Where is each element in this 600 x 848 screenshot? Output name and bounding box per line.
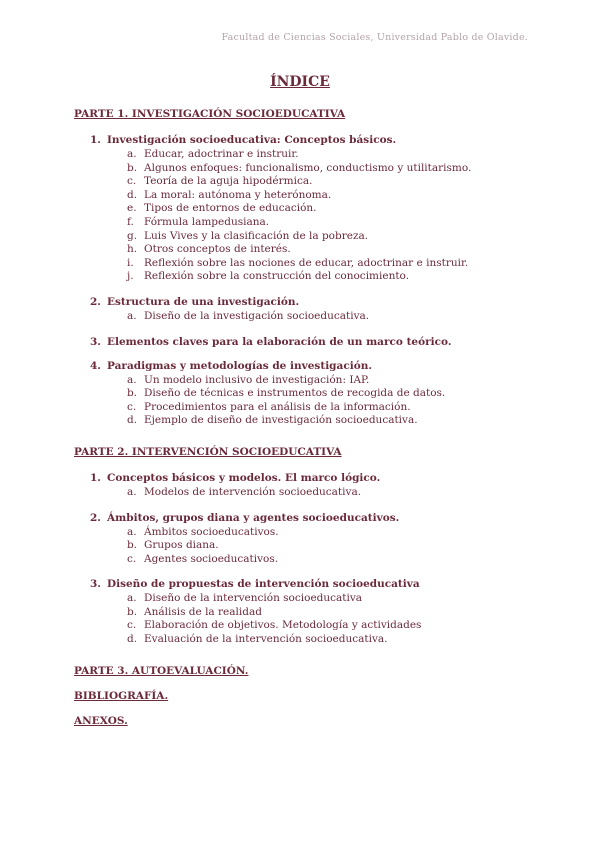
section-number: 3.: [90, 335, 101, 348]
section-title: [90, 296, 544, 308]
final-heading: ANEXOS.: [74, 714, 128, 727]
subsection-item: [127, 539, 544, 553]
subsection-letter: a.: [127, 148, 137, 160]
page-title: ÍNDICE: [270, 74, 330, 90]
subsection-text: La moral: autónoma y heterónoma.: [144, 188, 332, 201]
section-title-text: Paradigmas y metodologías de investigación.: [107, 359, 372, 372]
subsection-item: [127, 148, 544, 162]
section-number: 3.: [90, 578, 101, 591]
subsection-text: Ámbitos socioeducativos.: [144, 525, 279, 538]
subsection-item: [127, 202, 544, 216]
subsection-text: Reflexión sobre las nociones de educar, adoctrinar e instruir.: [144, 256, 469, 269]
subsection-item: [127, 387, 544, 401]
subsection-list: [90, 148, 544, 284]
subsection-text: Análisis de la realidad: [144, 605, 262, 618]
subsection-text: Reflexión sobre la construcción del conocimiento.: [144, 270, 410, 283]
subsection-text: Algunos enfoques: funcionalismo, conductismo y utilitarismo.: [144, 161, 472, 174]
subsection-letter: i.: [127, 256, 134, 269]
toc-section: [90, 472, 544, 500]
subsection-letter: a.: [127, 592, 137, 605]
subsection-letter: b.: [127, 387, 138, 400]
subsection-text: Educar, adoctrinar e instruir.: [144, 148, 299, 160]
toc-section: [90, 512, 544, 567]
section-title: [90, 134, 544, 146]
subsection-list: [90, 592, 544, 646]
subsection-text: Otros conceptos de interés.: [144, 243, 291, 256]
subsection-text: Modelos de intervención socioeducativa.: [144, 485, 362, 498]
toc-section: [90, 336, 544, 348]
subsection-item: [127, 310, 544, 324]
subsection-letter: g.: [127, 229, 138, 242]
subsection-list: [90, 310, 544, 324]
table-of-contents: [74, 108, 544, 740]
subsection-letter: a.: [127, 525, 137, 538]
section-title-text: Diseño de propuestas de intervención socioeducativa: [107, 578, 420, 591]
section-title-text: Conceptos básicos y modelos. El marco lógico.: [107, 471, 381, 484]
subsection-item: [127, 619, 544, 633]
subsection-letter: e.: [127, 202, 137, 215]
subsection-text: Evaluación de la intervención socioeducativa.: [144, 633, 388, 646]
subsection-letter: b.: [127, 539, 138, 552]
section-title-text: Estructura de una investigación.: [107, 295, 300, 308]
subsection-letter: b.: [127, 605, 138, 618]
subsection-text: Elaboración de objetivos. Metodología y actividades: [144, 619, 422, 632]
part-heading: PARTE 1. INVESTIGACIÓN SOCIOEDUCATIVA: [74, 108, 346, 120]
subsection-item: [127, 592, 544, 606]
part-heading: PARTE 2. INTERVENCIÓN SOCIOEDUCATIVA: [74, 445, 342, 458]
subsection-item: [127, 553, 544, 567]
subsection-item: [127, 175, 544, 189]
subsection-item: [127, 414, 544, 428]
subsection-item: [127, 189, 544, 203]
subsection-item: [127, 270, 544, 284]
subsection-item: [127, 633, 544, 647]
subsection-item: [127, 401, 544, 415]
subsection-letter: a.: [127, 309, 137, 322]
section-title: [90, 336, 544, 348]
subsection-item: [127, 606, 544, 620]
subsection-letter: d.: [127, 188, 138, 201]
subsection-text: Ejemplo de diseño de investigación socioeducativa.: [144, 414, 418, 427]
toc-section: [90, 578, 544, 646]
section-title-text: Elementos claves para la elaboración de un marco teórico.: [107, 335, 452, 348]
toc-section: [90, 134, 544, 284]
subsection-item: [127, 526, 544, 540]
toc-section: [90, 296, 544, 324]
subsection-text: Diseño de la investigación socioeducativa.: [144, 309, 370, 322]
subsection-text: Fórmula lampedusiana.: [144, 215, 270, 228]
section-number: 2.: [90, 295, 101, 308]
section-number: 1.: [90, 471, 101, 484]
subsection-list: [90, 486, 544, 500]
subsection-letter: c.: [127, 400, 137, 413]
subsection-letter: c.: [127, 552, 137, 565]
subsection-letter: j.: [127, 270, 134, 283]
section-title: [90, 512, 544, 524]
subsection-item: [127, 162, 544, 176]
subsection-item: [127, 216, 544, 230]
section-title: [90, 360, 544, 372]
subsection-letter: a.: [127, 373, 137, 386]
subsection-list: [90, 374, 544, 428]
subsection-text: Luis Vives y la clasificación de la pobreza.: [144, 229, 369, 242]
final-heading: BIBLIOGRAFÍA.: [74, 689, 169, 702]
subsection-text: Diseño de la intervención socioeducativa: [144, 592, 363, 605]
subsection-item: [127, 243, 544, 257]
subsection-letter: b.: [127, 161, 138, 174]
section-number: 1.: [90, 134, 101, 146]
subsection-item: [127, 486, 544, 500]
section-title: [90, 472, 544, 484]
section-title: [90, 578, 544, 590]
subsection-item: [127, 230, 544, 244]
section-title-text: Ámbitos, grupos diana y agentes socioeducativos.: [107, 511, 400, 524]
subsection-text: Grupos diana.: [144, 539, 219, 552]
subsection-letter: a.: [127, 485, 137, 498]
subsection-letter: c.: [127, 619, 137, 632]
subsection-text: Diseño de técnicas e instrumentos de recogida de datos.: [144, 387, 446, 400]
toc-section: [90, 360, 544, 428]
subsection-text: Teoría de la aguja hipodérmica.: [144, 175, 313, 188]
subsection-letter: c.: [127, 175, 137, 188]
subsection-text: Un modelo inclusivo de investigación: IAP.: [144, 373, 370, 386]
subsection-list: [90, 526, 544, 567]
subsection-text: Agentes socioeducativos.: [144, 552, 279, 565]
section-title-text: Investigación socioeducativa: Conceptos básicos.: [107, 134, 397, 146]
final-heading: PARTE 3. AUTOEVALUACIÓN.: [74, 664, 249, 677]
subsection-letter: h.: [127, 243, 138, 256]
subsection-letter: f.: [127, 215, 134, 228]
subsection-item: [127, 374, 544, 388]
section-number: 2.: [90, 511, 101, 524]
subsection-text: Procedimientos para el análisis de la información.: [144, 400, 411, 413]
subsection-letter: d.: [127, 414, 138, 427]
subsection-text: Tipos de entornos de educación.: [144, 202, 317, 215]
section-number: 4.: [90, 359, 101, 372]
header-note: Facultad de Ciencias Sociales, Universidad Pablo de Olavide.: [221, 32, 528, 43]
subsection-letter: d.: [127, 633, 138, 646]
subsection-item: [127, 257, 544, 271]
